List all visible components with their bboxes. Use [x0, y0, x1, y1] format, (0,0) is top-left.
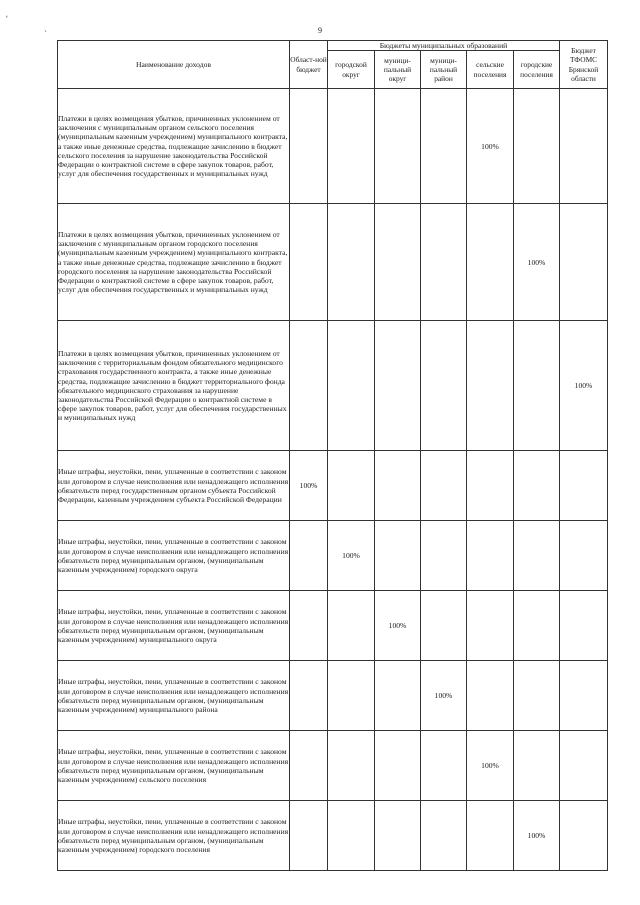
- header-city-district: городской округ: [328, 51, 375, 89]
- empty-cell: [421, 591, 467, 661]
- empty-cell: [290, 521, 328, 591]
- table-row: [58, 89, 608, 204]
- empty-cell: [421, 204, 467, 321]
- empty-cell: [514, 661, 560, 731]
- empty-cell: [290, 801, 328, 871]
- header-municipal-okrug: муници-пальный округ: [375, 51, 421, 89]
- page-number: 9: [318, 26, 322, 35]
- empty-cell: [375, 451, 421, 521]
- table-row: [58, 661, 608, 731]
- empty-cell: [514, 321, 560, 451]
- empty-cell: [375, 801, 421, 871]
- empty-cell: [328, 801, 375, 871]
- revenue-description: Иные штрафы, неустойки, пени, уплаченные в соответствии с законом или договором в случае неисполнения или ненадлежащего исполнения обязательств перед государственным органом субъекта Российской Федерации, казенным учреждением субъекта Российской Федерации: [58, 451, 290, 521]
- empty-cell: [560, 591, 608, 661]
- scan-mark: ˏ: [44, 22, 47, 32]
- empty-cell: [328, 204, 375, 321]
- header-name: Наименование доходов: [58, 41, 290, 89]
- empty-cell: [328, 89, 375, 204]
- table-row: [58, 521, 608, 591]
- empty-cell: [560, 521, 608, 591]
- empty-cell: [328, 451, 375, 521]
- empty-cell: [328, 591, 375, 661]
- empty-cell: [290, 661, 328, 731]
- table-row: [58, 204, 608, 321]
- revenue-description: Иные штрафы, неустойки, пени, уплаченные в соответствии с законом или договором в случае неисполнения или ненадлежащего исполнения обязательств перед муниципальным органом, (муниципальным казенным учреждением) муниципального района: [58, 661, 290, 731]
- empty-cell: [290, 204, 328, 321]
- share-percent: 100%: [467, 731, 514, 801]
- header-regional-budget: Област-ной бюджет: [290, 41, 328, 89]
- revenue-description: Платежи в целях возмещения убытков, причиненных уклонением от заключения с муниципальным органом сельского поселения (муниципальным казенным учреждением) муниципального контракта, а также иные денежные средства, подлежащие зачислению в бюджет сельского поселения за нарушение законодательства Российской Федерации о контрактной системе в сфере закупок товаров, работ, услуг для обеспечения государственных и муниципальных нужд: [58, 89, 290, 204]
- empty-cell: [328, 731, 375, 801]
- share-percent: 100%: [290, 451, 328, 521]
- empty-cell: [560, 731, 608, 801]
- table-row: [58, 451, 608, 521]
- empty-cell: [328, 661, 375, 731]
- scan-mark: ʹ: [6, 14, 8, 24]
- empty-cell: [467, 451, 514, 521]
- empty-cell: [290, 89, 328, 204]
- empty-cell: [421, 521, 467, 591]
- empty-cell: [560, 451, 608, 521]
- table-row: [58, 591, 608, 661]
- table-row: [58, 321, 608, 451]
- revenue-description: Иные штрафы, неустойки, пени, уплаченные в соответствии с законом или договором в случае неисполнения или ненадлежащего исполнения обязательств перед муниципальным органом, (муниципальным казенным учреждением) городского поселения: [58, 801, 290, 871]
- empty-cell: [467, 801, 514, 871]
- header-urban-settlements: городские поселения: [514, 51, 560, 89]
- table-row: [58, 731, 608, 801]
- share-percent: 100%: [467, 89, 514, 204]
- empty-cell: [421, 731, 467, 801]
- empty-cell: [375, 204, 421, 321]
- empty-cell: [467, 521, 514, 591]
- header-tfoms-budget: Бюджет ТФОМС Брянской области: [560, 41, 608, 89]
- empty-cell: [421, 89, 467, 204]
- empty-cell: [375, 89, 421, 204]
- empty-cell: [328, 321, 375, 451]
- share-percent: 100%: [560, 321, 608, 451]
- empty-cell: [467, 661, 514, 731]
- empty-cell: [560, 661, 608, 731]
- share-percent: 100%: [514, 204, 560, 321]
- empty-cell: [467, 591, 514, 661]
- revenue-description: Платежи в целях возмещения убытков, причиненных уклонением от заключения с муниципальным органом городского поселения (муниципальным казенным учреждением) муниципального контракта, а также иные денежные средства, подлежащие зачислению в бюджет городского поселения за нарушение законодательства Российской Федерации о контрактной системе в сфере закупок товаров, работ, услуг для обеспечения государственных и муниципальных нужд: [58, 204, 290, 321]
- empty-cell: [467, 321, 514, 451]
- empty-cell: [375, 321, 421, 451]
- empty-cell: [560, 801, 608, 871]
- empty-cell: [421, 801, 467, 871]
- empty-cell: [514, 89, 560, 204]
- header-rural-settlements: сельские поселения: [467, 51, 514, 89]
- share-percent: 100%: [375, 591, 421, 661]
- revenue-description: Платежи в целях возмещения убытков, причиненных уклонением от заключения с территориальным фондом обязательного медицинского страхования государственного контракта, а также иные денежные средства, подлежащие зачислению в бюджет территориального фонда обязательного медицинского страхования за нарушение законодательства Российской Федерации о контрактной системе в сфере закупок товаров, работ, услуг для обеспечения государственных и муниципальных нужд: [58, 321, 290, 451]
- revenue-description: Иные штрафы, неустойки, пени, уплаченные в соответствии с законом или договором в случае неисполнения или ненадлежащего исполнения обязательств перед муниципальным органом, (муниципальным казенным учреждением) муниципального округа: [58, 591, 290, 661]
- revenue-distribution-table: [57, 40, 608, 871]
- revenue-description: Иные штрафы, неустойки, пени, уплаченные в соответствии с законом или договором в случае неисполнения или ненадлежащего исполнения обязательств перед муниципальным органом, (муниципальным казенным учреждением) городского округа: [58, 521, 290, 591]
- revenue-description: Иные штрафы, неустойки, пени, уплаченные в соответствии с законом или договором в случае неисполнения или ненадлежащего исполнения обязательств перед муниципальным органом, (муниципальным казенным учреждением) сельского поселения: [58, 731, 290, 801]
- empty-cell: [290, 731, 328, 801]
- empty-cell: [375, 661, 421, 731]
- table-row: [58, 801, 608, 871]
- share-percent: 100%: [421, 661, 467, 731]
- empty-cell: [375, 731, 421, 801]
- header-municipal-budgets: Бюджеты муниципальных образований: [328, 41, 560, 51]
- empty-cell: [514, 591, 560, 661]
- empty-cell: [514, 451, 560, 521]
- empty-cell: [290, 591, 328, 661]
- share-percent: 100%: [328, 521, 375, 591]
- empty-cell: [514, 731, 560, 801]
- empty-cell: [421, 321, 467, 451]
- share-percent: 100%: [514, 801, 560, 871]
- empty-cell: [290, 321, 328, 451]
- empty-cell: [421, 451, 467, 521]
- empty-cell: [375, 521, 421, 591]
- header-municipal-rayon: муници-пальный район: [421, 51, 467, 89]
- empty-cell: [560, 89, 608, 204]
- empty-cell: [467, 204, 514, 321]
- empty-cell: [560, 204, 608, 321]
- empty-cell: [514, 521, 560, 591]
